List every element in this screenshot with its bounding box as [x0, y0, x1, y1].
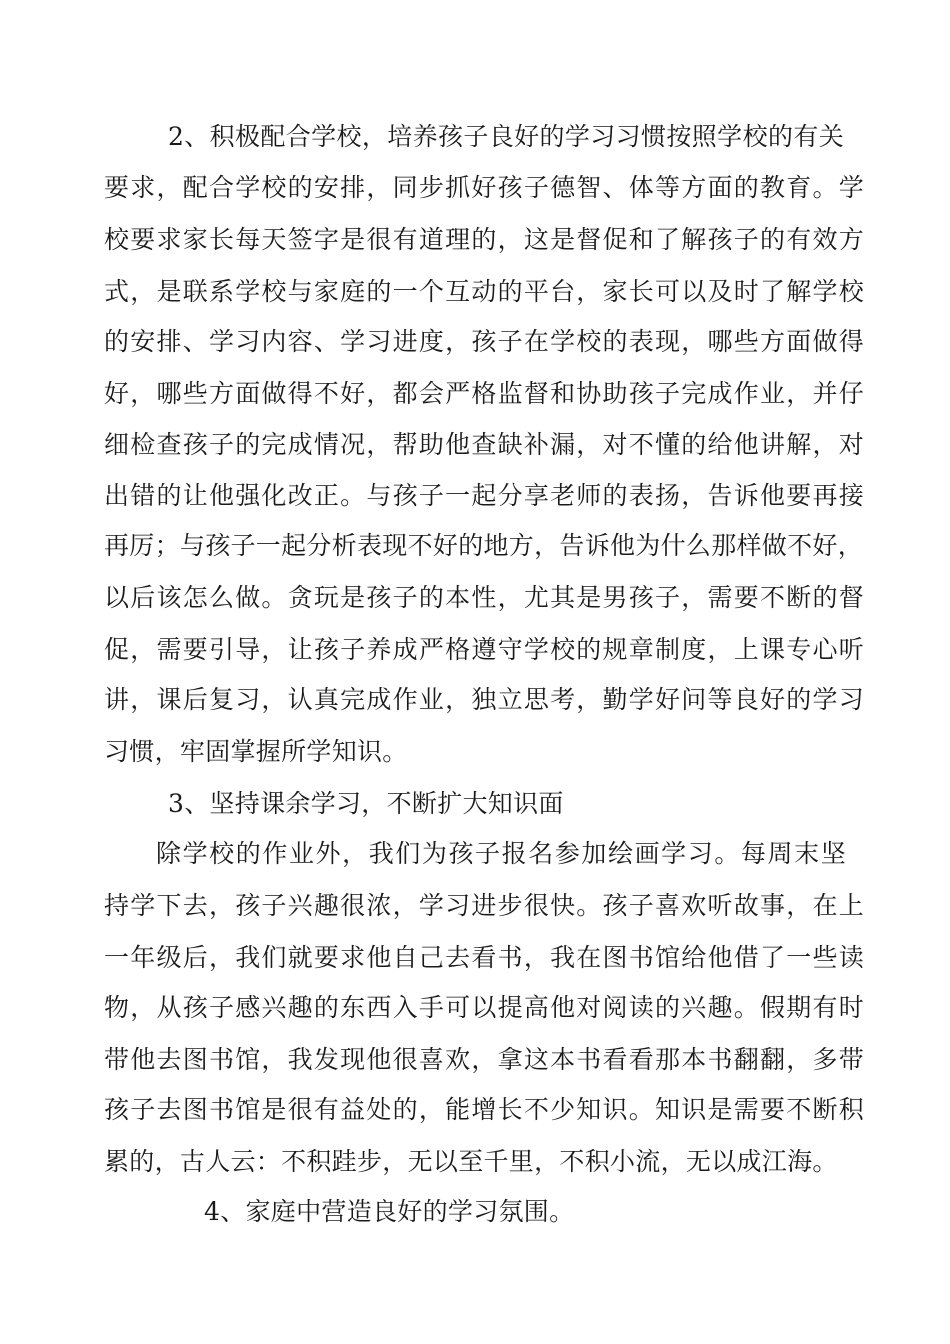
paragraph-2-line: 要求，配合学校的安排，同步抓好孩子德智、体等方面的教育。学 — [104, 173, 864, 202]
paragraph-2-line: 细检查孩子的完成情况，帮助他查缺补漏，对不懂的给他讲解，对 — [104, 430, 864, 459]
paragraph-3-line: 持学下去，孩子兴趣很浓，学习进步很快。孩子喜欢听故事，在上 — [104, 891, 864, 920]
paragraph-2-line: 出错的让他强化改正。与孩子一起分享老师的表扬，告诉他要再接 — [104, 481, 864, 510]
paragraph-3-line: 孩子去图书馆是很有益处的，能增长不少知识。知识是需要不断积 — [104, 1095, 864, 1124]
paragraph-2-line: 讲，课后复习，认真完成作业，独立思考，勤学好问等良好的学习 — [104, 685, 864, 714]
paragraph-3-last-line: 累的，古人云：不积跬步，无以至千里，不积小流，无以成江海。 — [104, 1147, 838, 1176]
paragraph-2-line: 校要求家长每天签字是很有道理的，这是督促和了解孩子的有效方 — [104, 225, 864, 254]
paragraph-3-line: 一年级后，我们就要求他自己去看书，我在图书馆给他借了一些读 — [104, 943, 864, 972]
paragraph-2-line: 以后该怎么做。贪玩是孩子的本性，尤其是男孩子，需要不断的督 — [104, 583, 864, 612]
paragraph-3-line: 物，从孩子感兴趣的东西入手可以提高他对阅读的兴趣。假期有时 — [104, 993, 864, 1022]
paragraph-2-line: 促，需要引导，让孩子养成严格遵守学校的规章制度，上课专心听 — [104, 635, 864, 664]
paragraph-2-line: 式，是联系学校与家庭的一个互动的平台，家长可以及时了解学校 — [104, 277, 864, 306]
section-3-heading: 3、坚持课余学习，不断扩大知识面 — [168, 789, 564, 818]
section-4-heading: 4、家庭中营造良好的学习氛围。 — [204, 1197, 575, 1226]
paragraph-2-line: 的安排、学习内容、学习进度，孩子在学校的表现，哪些方面做得 — [104, 327, 864, 356]
paragraph-3-first-line: 除学校的作业外，我们为孩子报名参加绘画学习。每周末坚 — [156, 839, 846, 868]
paragraph-3-line: 带他去图书馆，我发现他很喜欢，拿这本书看看那本书翻翻，多带 — [104, 1045, 864, 1074]
paragraph-2-line: 再厉；与孩子一起分析表现不好的地方，告诉他为什么那样做不好， — [104, 531, 864, 560]
paragraph-2-line: 好，哪些方面做得不好，都会严格监督和协助孩子完成作业，并仔 — [104, 379, 864, 408]
paragraph-2-heading-line: 2、积极配合学校，培养孩子良好的学习习惯按照学校的有关 — [168, 122, 844, 151]
paragraph-2-last-line: 习惯，牢固掌握所学知识。 — [104, 737, 408, 766]
